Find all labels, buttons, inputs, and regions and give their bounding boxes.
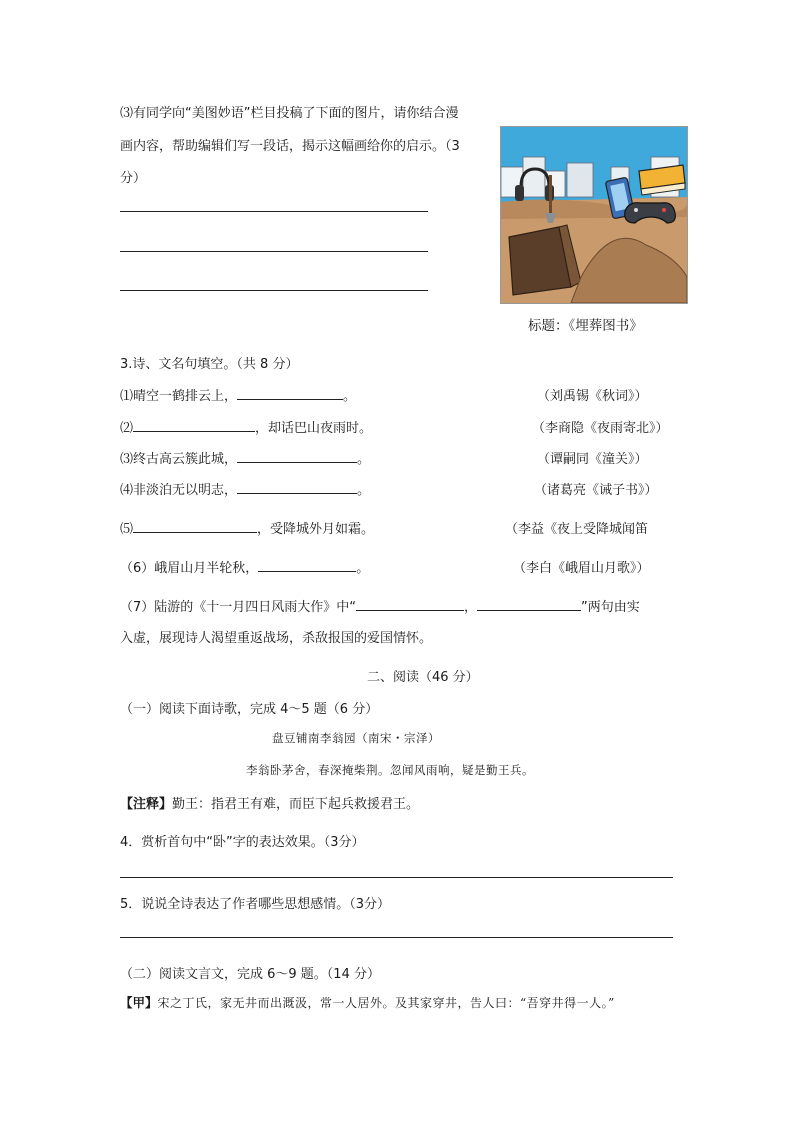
fill-item-5	[120, 518, 374, 537]
fill-blank[interactable]	[237, 450, 357, 463]
answer-line[interactable]	[120, 251, 428, 252]
poem-text: 李翁卧茅舍，春深掩柴荆。忽闻风雨响，疑是勤王兵。	[246, 763, 534, 777]
note-text: 勤王：指君王有难，而臣下起兵救援君王。	[172, 797, 420, 812]
fill-item-7-continued: 入虚，展现诗人渴望重返战场，杀敌报国的爱国情怀。	[120, 631, 433, 646]
fill-item-text: ⑴晴空一鹤排云上，	[120, 389, 238, 404]
fill-item-text: 。	[356, 561, 370, 576]
cartoon-illustration	[500, 126, 688, 304]
question-3-3-line3: 分）	[120, 171, 147, 186]
fill-blank[interactable]	[356, 598, 464, 611]
section-3-title: 3.诗、文名句填空。（共 8 分）	[120, 357, 299, 372]
answer-line[interactable]	[120, 211, 428, 212]
fill-item-source: （李白《峨眉山月歌》）	[513, 561, 650, 576]
reading-part-1-title: （一）阅读下面诗歌，完成 4～5 题（6 分）	[120, 702, 379, 717]
fill-item-text: ⑷非淡泊无以明志，	[120, 483, 238, 498]
fill-item-source: （刘禹锡《秋词》）	[537, 389, 648, 404]
fill-item-3	[120, 448, 370, 467]
fill-item-text: ⑶终古高云簇此城，	[120, 452, 238, 467]
question-3-3-line1: ⑶有同学向“美图妙语”栏目投稿了下面的图片，请你结合漫	[120, 106, 459, 121]
poem-title: 盘豆铺南李翁园（南宋・宗泽）	[272, 731, 440, 745]
fill-item-source: （李益《夜上受降城闻笛	[505, 522, 649, 537]
fill-item-source: （谭嗣同《潼关》）	[537, 452, 648, 467]
fill-item-text: ⑵	[120, 421, 134, 436]
fill-item-text: ，	[464, 600, 478, 615]
reading-part-2-title: （二）阅读文言文，完成 6～9 题。（14 分）	[120, 967, 380, 982]
passage-jia-label: 【甲】	[120, 995, 158, 1010]
fill-blank[interactable]	[237, 481, 357, 494]
fill-item-text: 。	[357, 452, 371, 467]
fill-item-source: （李商隐《夜雨寄北》）	[532, 421, 669, 436]
fill-blank[interactable]	[133, 520, 257, 533]
fill-item-7	[120, 596, 640, 615]
poem-note	[120, 793, 419, 812]
answer-line[interactable]	[120, 290, 428, 291]
fill-item-4	[120, 479, 370, 498]
fill-item-text: 。	[343, 389, 357, 404]
fill-item-text: ，却话巴山夜雨时。	[255, 421, 373, 436]
reading-section-heading: 二、阅读（46 分）	[367, 670, 479, 685]
fill-blank[interactable]	[237, 387, 343, 400]
fill-item-text: ”两句由实	[581, 600, 640, 615]
fill-item-text: （6）峨眉山月半轮秋，	[120, 561, 259, 576]
fill-item-text: 。	[357, 483, 371, 498]
fill-item-1	[120, 385, 356, 404]
fill-item-text: （7）陆游的《十一月四日风雨大作》中“	[120, 600, 357, 615]
note-label: 【注释】	[120, 797, 173, 812]
answer-line[interactable]	[120, 877, 673, 878]
passage-jia	[120, 993, 615, 1011]
question-4: 4．赏析首句中“卧”字的表达效果。（3分）	[120, 835, 365, 850]
fill-item-text: ，受降城外月如霜。	[257, 522, 375, 537]
fill-item-source: （诸葛亮《诫子书》）	[534, 483, 658, 498]
illustration-caption: 标题：《埋葬图书》	[528, 318, 643, 334]
fill-item-6	[120, 557, 369, 576]
fill-item-text: ⑸	[120, 522, 134, 537]
fill-blank[interactable]	[258, 559, 356, 572]
fill-blank[interactable]	[133, 419, 255, 432]
fill-blank[interactable]	[477, 598, 581, 611]
question-5: 5．说说全诗表达了作者哪些思想感情。（3分）	[120, 897, 391, 912]
passage-jia-text: 宋之丁氏，家无井而出溉汲，常一人居外。及其家穿井，告人曰：“吾穿井得一人。”	[157, 996, 615, 1010]
question-3-3-line2: 画内容，帮助编辑们写一段话，揭示这幅画给你的启示。（3	[120, 139, 460, 154]
fill-item-2	[120, 417, 372, 436]
answer-line[interactable]	[120, 937, 673, 938]
